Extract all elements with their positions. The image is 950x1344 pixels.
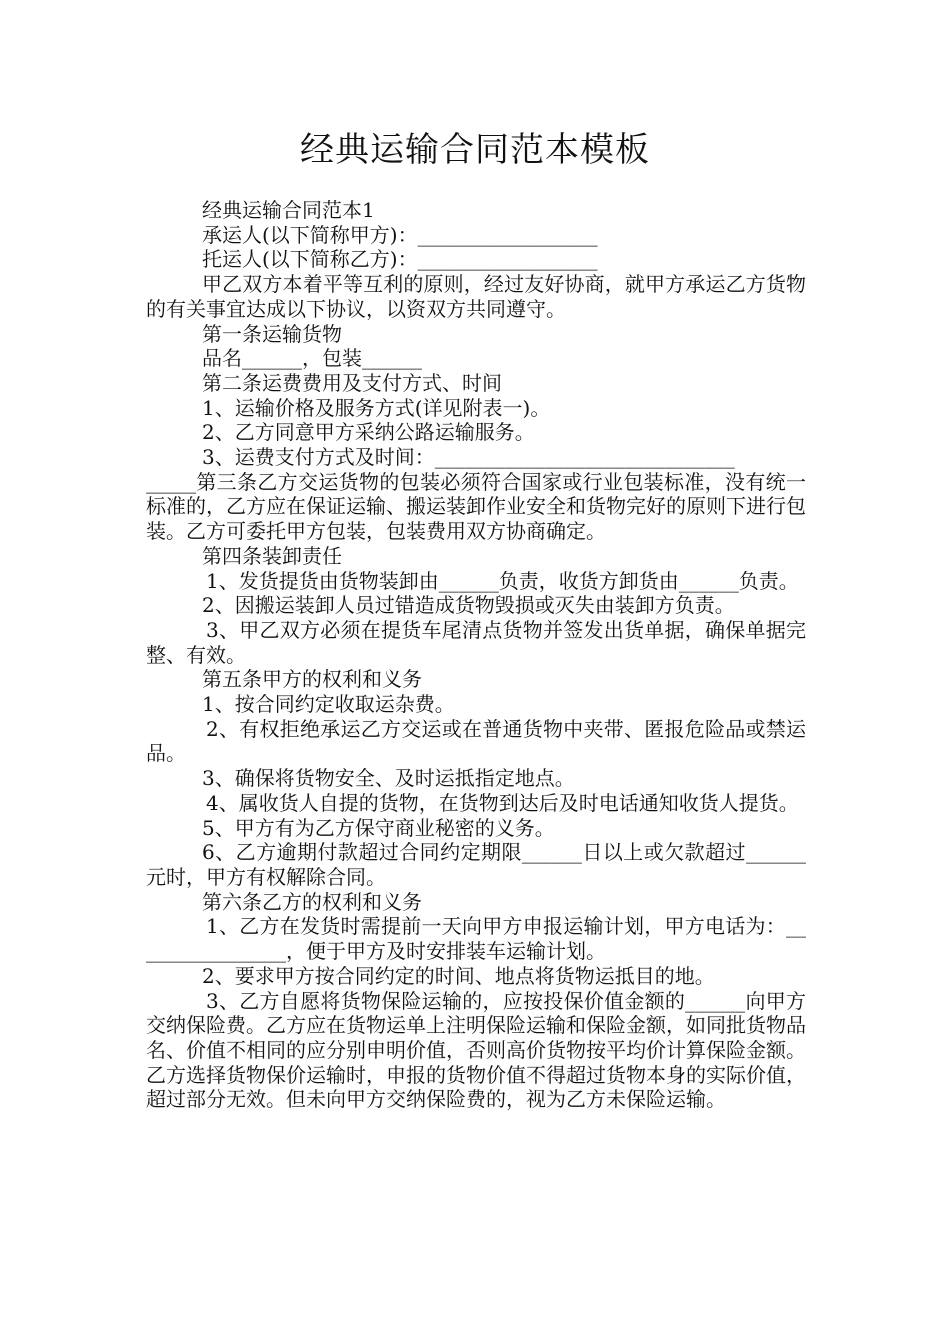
paragraph: 1、运输价格及服务方式(详见附表一)。 xyxy=(202,395,551,420)
paragraph: 2、乙方同意甲方采纳公路运输服务。 xyxy=(202,420,535,445)
paragraph: 3、乙方自愿将货物保险运输的，应按投保价值金额的______向甲方交纳保险费。乙方应在货物运单上注明保险运输和保险金额，如同批货物品名、价值不相同的应分别申明价值，否则高价货物按平均价计算保险金额。乙方选择货物保价运输时，申报的货物价值不得超过货物本身的实际价值，超过部分无效。但未向甲方交纳保险费的，视为乙方未保险运输。 xyxy=(146,988,806,1112)
paragraph: 承运人(以下简称甲方)：__________________ xyxy=(202,222,598,247)
paragraph: 3、甲乙双方必须在提货车尾清点货物并签发出货单据，确保单据完整、有效。 xyxy=(146,617,806,667)
paragraph: _____第三条乙方交运货物的包装必须符合国家或行业包装标准，没有统一标准的，乙方应在保证运输、搬运装卸作业安全和货物完好的原则下进行包装。乙方可委托甲方包装，包装费用双方协商确定。 xyxy=(146,469,806,544)
paragraph: 3、运费支付方式及时间：______________________________ xyxy=(202,445,735,470)
document-body xyxy=(146,198,806,1112)
paragraph: 第六条乙方的权利和义务 xyxy=(202,889,422,914)
paragraph: 6、乙方逾期付款超过合同约定期限______日以上或欠款超过______元时，甲方有权解除合同。 xyxy=(146,840,806,889)
paragraph: 经典运输合同范本1 xyxy=(202,198,375,222)
paragraph: 第四条装卸责任 xyxy=(202,543,342,568)
paragraph: 品名______，包装______ xyxy=(202,346,422,371)
paragraph: 第一条运输货物 xyxy=(202,321,342,346)
paragraph: 5、甲方有为乙方保守商业秘密的义务。 xyxy=(202,815,555,840)
paragraph: 2、要求甲方按合同约定的时间、地点将货物运抵目的地。 xyxy=(202,963,715,988)
paragraph: 2、因搬运装卸人员过错造成货物毁损或灭失由装卸方负责。 xyxy=(202,593,735,618)
paragraph: 4、属收货人自提的货物，在货物到达后及时电话通知收货人提货。 xyxy=(206,790,799,815)
paragraph: 2、有权拒绝承运乙方交运或在普通货物中夹带、匿报危险品或禁运品。 xyxy=(146,716,806,766)
paragraph: 1、发货提货由货物装卸由______负责，收货方卸货由______负责。 xyxy=(206,568,799,593)
paragraph: 甲乙双方本着平等互利的原则，经过友好协商，就甲方承运乙方货物的有关事宜达成以下协议，以资双方共同遵守。 xyxy=(146,272,806,321)
paragraph: 托运人(以下简称乙方)：__________________ xyxy=(202,247,598,272)
document-title: 经典运输合同范本模板 xyxy=(300,130,650,170)
paragraph: 第二条运费费用及支付方式、时间 xyxy=(202,370,502,395)
paragraph: 1、按合同约定收取运杂费。 xyxy=(202,692,455,717)
paragraph: 3、确保将货物安全、及时运抵指定地点。 xyxy=(202,766,575,791)
paragraph: 1、乙方在发货时需提前一天向甲方申报运输计划，甲方电话为：________________，便于甲方及时安排装车运输计划。 xyxy=(146,914,806,964)
paragraph: 第五条甲方的权利和义务 xyxy=(202,667,422,692)
